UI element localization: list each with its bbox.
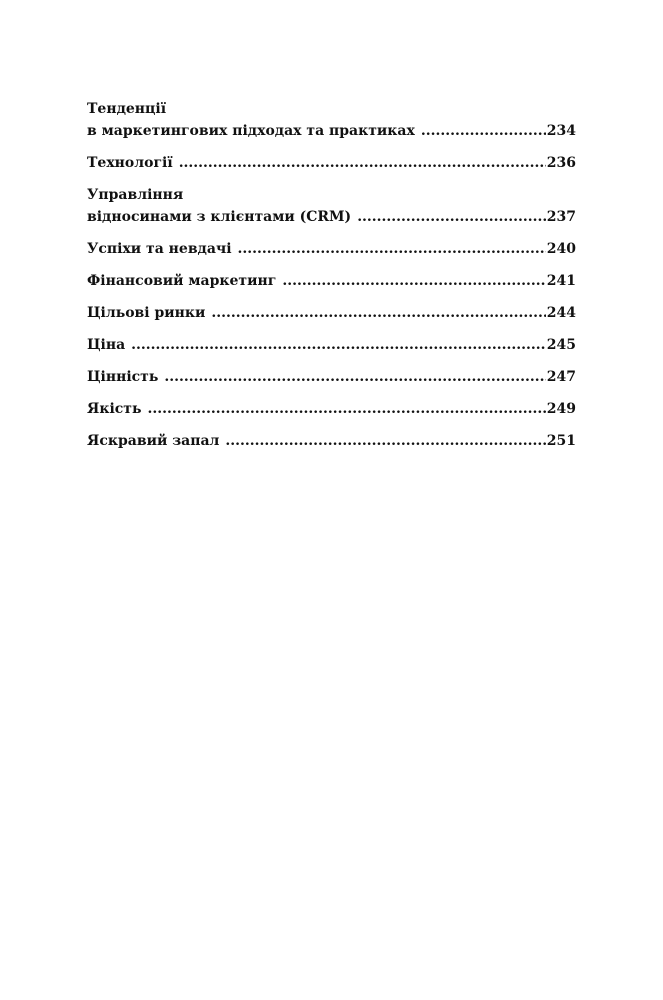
toc-entry-financial-marketing <box>87 270 576 292</box>
toc-entry-successes <box>87 238 576 260</box>
toc-entry-title: Цільові ринки <box>87 305 206 321</box>
toc-entry-title: Яскравий запал <box>87 433 220 449</box>
toc-page-number: 251 <box>546 433 576 449</box>
dot-leader <box>131 334 546 356</box>
toc-page-number: 245 <box>546 337 576 353</box>
toc-entry-line <box>87 334 576 356</box>
toc-entry-title: Якість <box>87 401 142 417</box>
toc-entry-line <box>87 238 576 260</box>
toc-entry-title: Фінансовий маркетинг <box>87 273 277 289</box>
dot-leader <box>282 270 545 292</box>
toc-entry-title: Успіхи та невдачі <box>87 241 232 257</box>
toc-entry-bright-passion <box>87 430 576 452</box>
toc-page-number: 247 <box>546 369 576 385</box>
toc-entry-line <box>87 120 576 142</box>
toc-entry-value <box>87 366 576 388</box>
toc-entry-line <box>87 270 576 292</box>
toc-entry-crm <box>87 184 576 228</box>
toc-page-number: 234 <box>546 123 576 139</box>
dot-leader <box>147 398 545 420</box>
toc-entry-line <box>87 430 576 452</box>
toc-page-number: 240 <box>546 241 576 257</box>
toc-entry-title-line1: Управління <box>87 187 184 203</box>
toc-entry-line <box>87 302 576 324</box>
toc-entry-line <box>87 366 576 388</box>
toc-page-number: 237 <box>546 209 576 225</box>
dot-leader <box>179 152 546 174</box>
toc-entry-price <box>87 334 576 356</box>
toc-entry-quality <box>87 398 576 420</box>
toc-entry-line <box>87 152 576 174</box>
toc-entry-title: в маркетингових підходах та практиках <box>87 123 415 139</box>
toc-page-number: 236 <box>546 155 576 171</box>
toc-page-number: 249 <box>546 401 576 417</box>
toc-entry-title: Ціна <box>87 337 126 353</box>
toc-entry-target-markets <box>87 302 576 324</box>
toc-entry-title-line1: Тенденції <box>87 101 167 117</box>
table-of-contents <box>87 98 576 462</box>
toc-page-number: 241 <box>546 273 576 289</box>
dot-leader <box>225 430 545 452</box>
toc-entry-title: Цінність <box>87 369 159 385</box>
dot-leader <box>421 120 546 142</box>
dot-leader <box>164 366 545 388</box>
toc-entry-technologies <box>87 152 576 174</box>
dot-leader <box>357 206 546 228</box>
toc-entry-line <box>87 398 576 420</box>
toc-entry-title: Технології <box>87 155 173 171</box>
dot-leader <box>211 302 545 324</box>
dot-leader <box>238 238 546 260</box>
toc-entry-title: відносинами з клієнтами (CRM) <box>87 209 352 225</box>
toc-entry-line <box>87 206 576 228</box>
toc-page-number: 244 <box>546 305 576 321</box>
toc-entry-trends <box>87 98 576 142</box>
